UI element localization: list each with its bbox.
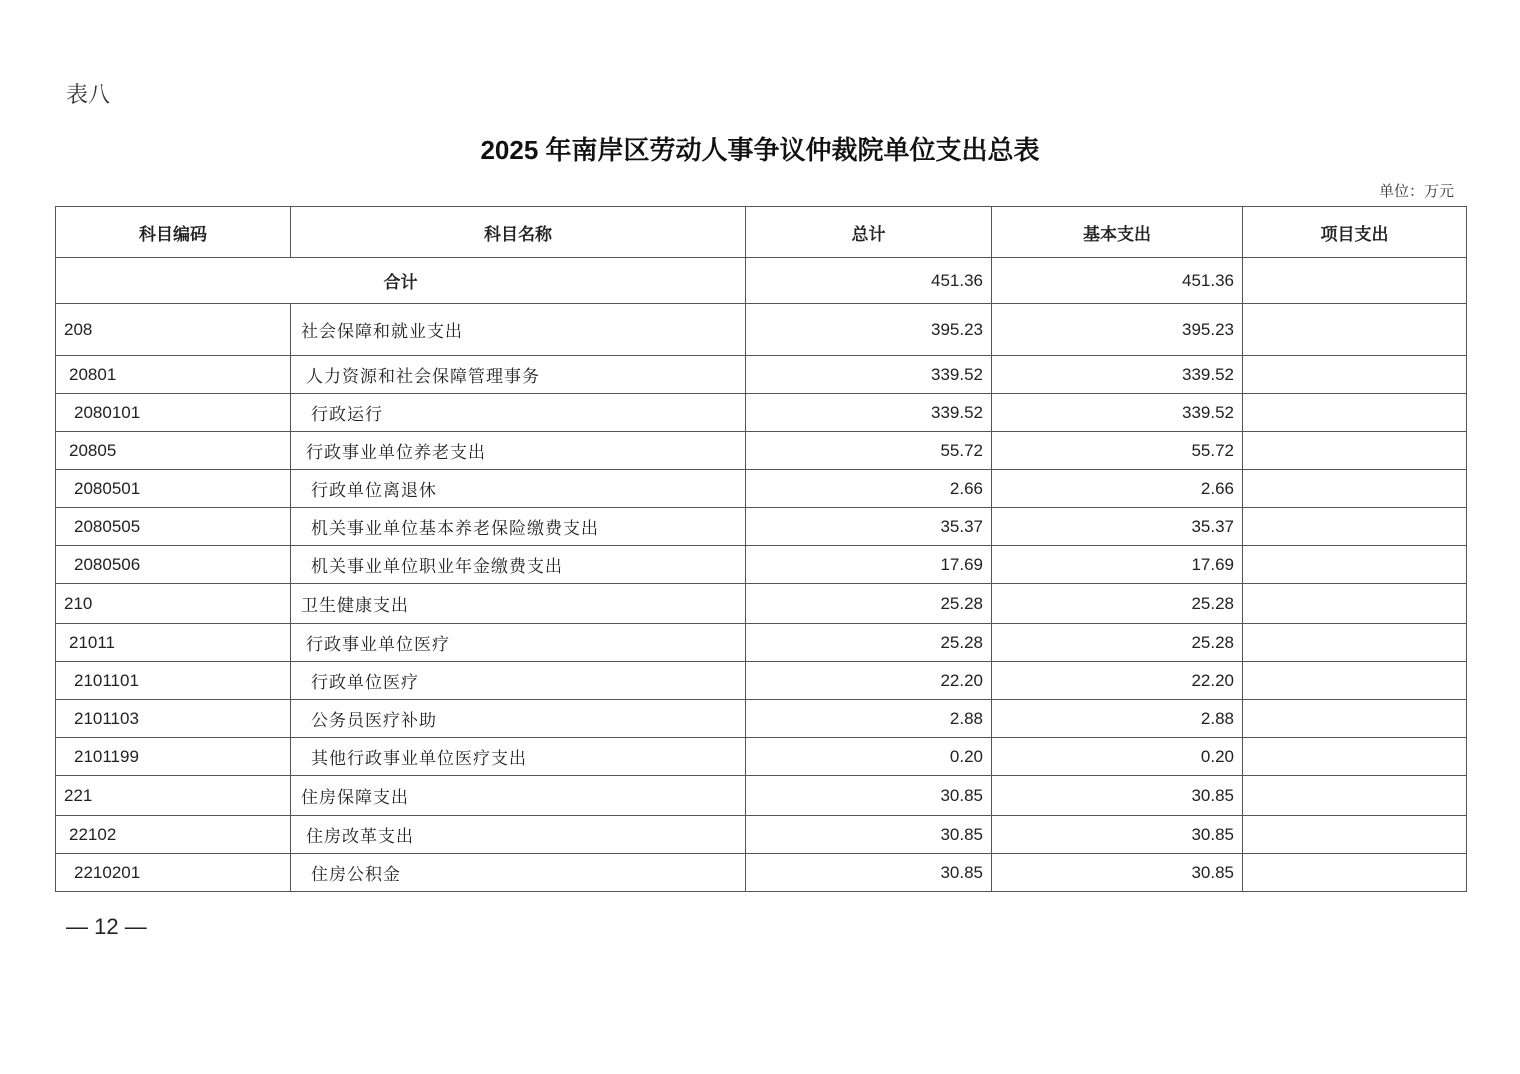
page-number: — 12 — <box>66 914 147 939</box>
project-cell <box>1243 662 1467 700</box>
name-cell: 机关事业单位基本养老保险缴费支出 <box>291 508 746 546</box>
column-header-code: 科目编码 <box>56 207 291 258</box>
table-row <box>56 854 1467 892</box>
basic-cell: 30.85 <box>992 816 1243 854</box>
table-row <box>56 546 1467 584</box>
project-cell <box>1243 738 1467 776</box>
table-row <box>56 304 1467 356</box>
project-cell <box>1243 854 1467 892</box>
name-cell: 公务员医疗补助 <box>291 700 746 738</box>
code-cell: 2080506 <box>56 546 291 584</box>
basic-cell: 2.88 <box>992 700 1243 738</box>
code-cell: 221 <box>56 776 291 816</box>
name-cell: 行政事业单位养老支出 <box>291 432 746 470</box>
column-header-total: 总计 <box>746 207 992 258</box>
basic-cell: 2.66 <box>992 470 1243 508</box>
table-row <box>56 356 1467 394</box>
total-cell: 339.52 <box>746 356 992 394</box>
name-cell: 机关事业单位职业年金缴费支出 <box>291 546 746 584</box>
basic-cell: 55.72 <box>992 432 1243 470</box>
table-row <box>56 508 1467 546</box>
total-cell: 55.72 <box>746 432 992 470</box>
name-cell: 行政单位医疗 <box>291 662 746 700</box>
project-cell <box>1243 624 1467 662</box>
table-row <box>56 394 1467 432</box>
total-project-cell <box>1243 258 1467 304</box>
table-row <box>56 584 1467 624</box>
column-header-name: 科目名称 <box>291 207 746 258</box>
project-cell <box>1243 394 1467 432</box>
table-header-row <box>56 207 1467 258</box>
code-cell: 210 <box>56 584 291 624</box>
total-label: 合计 <box>56 258 746 304</box>
basic-cell: 22.20 <box>992 662 1243 700</box>
project-cell <box>1243 700 1467 738</box>
total-cell: 22.20 <box>746 662 992 700</box>
basic-cell: 395.23 <box>992 304 1243 356</box>
code-cell: 21011 <box>56 624 291 662</box>
basic-cell: 30.85 <box>992 776 1243 816</box>
total-cell: 30.85 <box>746 776 992 816</box>
basic-cell: 339.52 <box>992 356 1243 394</box>
project-cell <box>1243 304 1467 356</box>
name-cell: 社会保障和就业支出 <box>291 304 746 356</box>
expenditure-table <box>55 206 1467 892</box>
code-cell: 2080101 <box>56 394 291 432</box>
page-title: 2025 年南岸区劳动人事争议仲裁院单位支出总表 <box>480 135 1040 165</box>
code-cell: 208 <box>56 304 291 356</box>
column-header-basic: 基本支出 <box>992 207 1243 258</box>
name-cell: 住房保障支出 <box>291 776 746 816</box>
total-cell: 0.20 <box>746 738 992 776</box>
total-cell: 25.28 <box>746 624 992 662</box>
total-sum-cell: 451.36 <box>746 258 992 304</box>
column-header-project: 项目支出 <box>1243 207 1467 258</box>
project-cell <box>1243 432 1467 470</box>
project-cell <box>1243 776 1467 816</box>
table-row <box>56 432 1467 470</box>
total-cell: 30.85 <box>746 816 992 854</box>
code-cell: 2101103 <box>56 700 291 738</box>
code-cell: 2080501 <box>56 470 291 508</box>
project-cell <box>1243 508 1467 546</box>
name-cell: 住房改革支出 <box>291 816 746 854</box>
total-row <box>56 258 1467 304</box>
name-cell: 其他行政事业单位医疗支出 <box>291 738 746 776</box>
name-cell: 行政单位离退休 <box>291 470 746 508</box>
code-cell: 22102 <box>56 816 291 854</box>
total-cell: 30.85 <box>746 854 992 892</box>
basic-cell: 17.69 <box>992 546 1243 584</box>
table-row <box>56 662 1467 700</box>
name-cell: 卫生健康支出 <box>291 584 746 624</box>
project-cell <box>1243 356 1467 394</box>
basic-cell: 30.85 <box>992 854 1243 892</box>
total-cell: 2.88 <box>746 700 992 738</box>
name-cell: 行政事业单位医疗 <box>291 624 746 662</box>
total-cell: 339.52 <box>746 394 992 432</box>
name-cell: 人力资源和社会保障管理事务 <box>291 356 746 394</box>
code-cell: 20801 <box>56 356 291 394</box>
basic-cell: 35.37 <box>992 508 1243 546</box>
total-cell: 25.28 <box>746 584 992 624</box>
table-row <box>56 776 1467 816</box>
basic-cell: 0.20 <box>992 738 1243 776</box>
project-cell <box>1243 816 1467 854</box>
project-cell <box>1243 546 1467 584</box>
total-cell: 35.37 <box>746 508 992 546</box>
basic-cell: 25.28 <box>992 624 1243 662</box>
table-row <box>56 700 1467 738</box>
table-row <box>56 470 1467 508</box>
total-cell: 17.69 <box>746 546 992 584</box>
basic-cell: 25.28 <box>992 584 1243 624</box>
total-cell: 395.23 <box>746 304 992 356</box>
code-cell: 2080505 <box>56 508 291 546</box>
table-row <box>56 624 1467 662</box>
unit-note: 单位：万元 <box>1378 182 1454 200</box>
name-cell: 住房公积金 <box>291 854 746 892</box>
code-cell: 2101101 <box>56 662 291 700</box>
code-cell: 2101199 <box>56 738 291 776</box>
project-cell <box>1243 584 1467 624</box>
project-cell <box>1243 470 1467 508</box>
basic-cell: 339.52 <box>992 394 1243 432</box>
total-basic-cell: 451.36 <box>992 258 1243 304</box>
table-row <box>56 816 1467 854</box>
table-row <box>56 738 1467 776</box>
code-cell: 2210201 <box>56 854 291 892</box>
code-cell: 20805 <box>56 432 291 470</box>
table-label: 表八 <box>66 83 111 108</box>
name-cell: 行政运行 <box>291 394 746 432</box>
total-cell: 2.66 <box>746 470 992 508</box>
